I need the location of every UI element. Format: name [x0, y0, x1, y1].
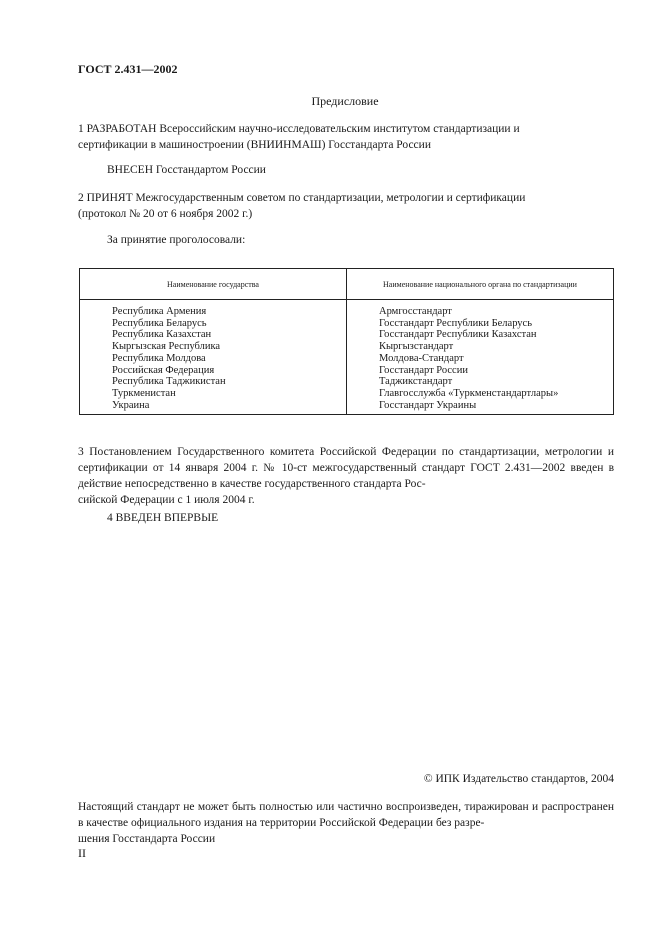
section-3-line-2: метрологии и сертификации от 14 января 2004 г. № 10-ст межгосударственный стандарт	[78, 446, 614, 474]
table-cell-state: Российская Федерация	[112, 364, 215, 376]
section-4: 4 ВВЕДЕН ВПЕРВЫЕ	[107, 512, 219, 524]
notice-line-1: Настоящий стандарт не может быть полностью или частично воспроизведен, тиражирован и	[78, 801, 539, 813]
section-2-line-2: (протокол № 20 от 6 ноября 2002 г.)	[78, 208, 253, 220]
table-cell-body: Госстандарт России	[379, 364, 468, 376]
table-column-divider	[346, 269, 347, 414]
table-cell-state: Украина	[112, 399, 150, 411]
table-cell-state: Республика Армения	[112, 306, 207, 317]
table-cell-state: Республика Казахстан	[112, 329, 212, 341]
table-cell-body: Главгосслужба «Туркменстандартлары»	[379, 387, 559, 399]
notice-line-3: шения Госстандарта России	[78, 833, 216, 845]
page-number: II	[78, 846, 86, 860]
section-2-line-1: 2 ПРИНЯТ Межгосударственным советом по стандартизации, метрологии и сертификации	[78, 192, 526, 204]
preface-title: Предисловие	[311, 94, 379, 108]
table-header-state: Наименование государства	[167, 280, 259, 289]
table-body-column	[379, 306, 558, 411]
section-3-line-1: 3 Постановлением Государственного комитета Российской Федерации по стандартизации,	[78, 446, 540, 458]
table-cell-state: Республика Таджикистан	[112, 376, 226, 388]
section-1-line-2: сертификации в машиностроении (ВНИИНМАШ) Госстандарта России	[78, 139, 431, 151]
section-1-line-1: 1 РАЗРАБОТАН Всероссийским научно-исследовательским институтом стандартизации и	[78, 123, 520, 135]
table-header-divider	[80, 299, 613, 300]
table-cell-body: Таджикстандарт	[379, 376, 453, 388]
section-1	[78, 121, 614, 153]
introduced-by: ВНЕСЕН Госстандартом России	[107, 164, 266, 176]
section-3-line-4: сийской Федерации с 1 июля 2004 г.	[78, 494, 255, 506]
voting-table	[79, 268, 614, 415]
table-cell-body: Армгосстандарт	[379, 306, 452, 317]
voted-intro: За принятие проголосовали:	[107, 234, 246, 246]
table-cell-state: Республика Молдова	[112, 352, 206, 364]
table-cell-body: Кыргызстандарт	[379, 341, 454, 353]
reproduction-notice	[78, 799, 614, 847]
table-cell-body: Госстандарт Украины	[379, 399, 477, 411]
document-code: ГОСТ 2.431—2002	[78, 62, 178, 76]
table-state-column	[112, 306, 226, 411]
section-3	[78, 444, 614, 508]
table-cell-state: Республика Беларусь	[112, 317, 207, 329]
section-3-line-3: ГОСТ 2.431—2002 введен в действие непосредственно в качестве государственного стандарта Рос-	[78, 462, 615, 490]
table-cell-body: Госстандарт Республики Беларусь	[379, 317, 533, 329]
section-2	[78, 190, 614, 222]
table-header-body: Наименование национального органа по стандартизации	[383, 280, 577, 289]
notice-line-2: распространен в качестве официального издания на территории Российской Федерации без разре-	[78, 801, 614, 829]
table-cell-state: Кыргызская Республика	[112, 341, 221, 353]
table-cell-state: Туркменистан	[112, 387, 176, 399]
table-cell-body: Молдова-Стандарт	[379, 352, 464, 364]
copyright: © ИПК Издательство стандартов, 2004	[423, 773, 614, 785]
table-cell-body: Госстандарт Республики Казахстан	[379, 329, 537, 341]
